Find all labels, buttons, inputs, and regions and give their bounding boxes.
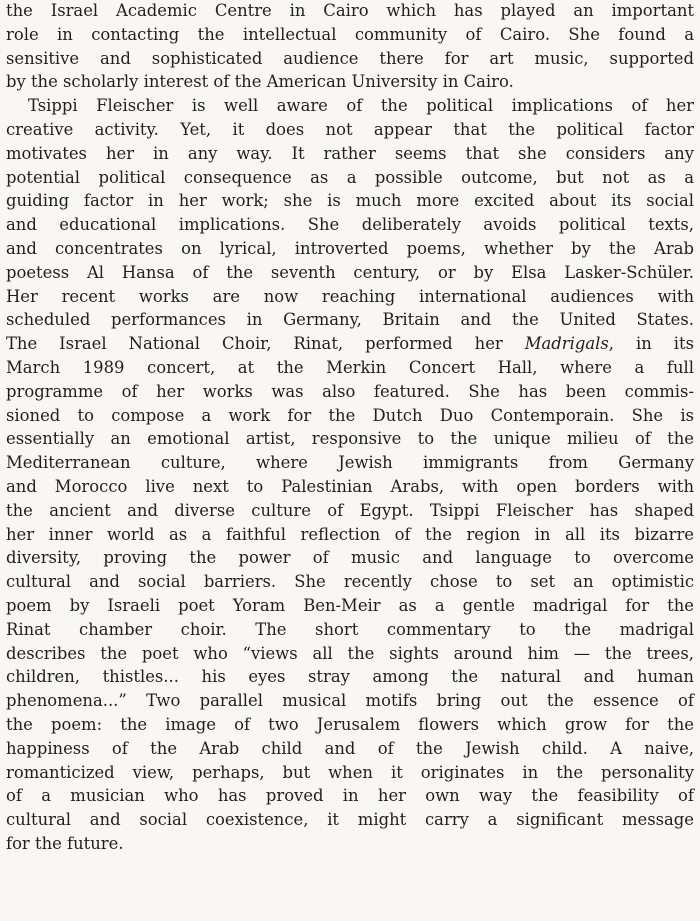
text-line: Rinat chamber choir. The short commentary to the madrigal bbox=[6, 619, 694, 639]
text-line: romanticized view, perhaps, but when it originates in the personality bbox=[6, 762, 694, 782]
text-line: scheduled performances in Germany, Britain and the United States. bbox=[6, 310, 694, 330]
work-title-madrigals: Madrigals bbox=[524, 334, 609, 354]
text-line: her inner world as a faithful reflection of the region in all its bizarre bbox=[6, 524, 694, 544]
text-line: Tsippi Fleischer is well aware of the political implications of her bbox=[28, 96, 694, 116]
text-line: children, thistles... his eyes stray among the natural and human bbox=[6, 667, 694, 687]
text-line: poem by Israeli poet Yoram Ben-Meir as a gentle madrigal for the bbox=[6, 595, 694, 615]
text-line: for the future. bbox=[6, 833, 124, 853]
text-line: essentially an emotional artist, responsive to the unique milieu of the bbox=[6, 429, 694, 449]
text-line: role in contacting the intellectual community of Cairo. She found a bbox=[6, 24, 694, 44]
text-line: cultural and social barriers. She recently chose to set an optimistic bbox=[6, 572, 694, 592]
text-line: the poem: the image of two Jerusalem flowers which grow for the bbox=[6, 714, 694, 734]
text-line: potential political consequence as a possible outcome, but not as a bbox=[6, 167, 694, 187]
text-line: by the scholarly interest of the American University in Cairo. bbox=[6, 72, 514, 92]
text-line: sioned to compose a work for the Dutch Duo Contemporain. She is bbox=[6, 405, 694, 425]
text-line: Mediterranean culture, where Jewish immigrants from Germany bbox=[6, 453, 694, 473]
text-line: diversity, proving the power of music and language to overcome bbox=[6, 548, 694, 568]
text-line: guiding factor in her work; she is much more excited about its social bbox=[6, 191, 694, 211]
text-line: creative activity. Yet, it does not appear that the political factor bbox=[6, 119, 694, 139]
text-line: describes the poet who “views all the sights around him — the trees, bbox=[6, 643, 694, 663]
text-line: Her recent works are now reaching international audiences with bbox=[6, 286, 694, 306]
text-line: programme of her works was also featured. She has been commis- bbox=[6, 381, 694, 401]
text-line: cultural and social coexistence, it might carry a significant message bbox=[6, 810, 694, 830]
text-line: poetess Al Hansa of the seventh century, or by Elsa Lasker-Schüler. bbox=[6, 262, 694, 282]
text-segment: , in its bbox=[608, 334, 694, 354]
text-segment: The Israel National Choir, Rinat, performed her bbox=[6, 334, 525, 354]
text-line-madrigals bbox=[6, 332, 694, 356]
text-line: and educational implications. She deliberately avoids political texts, bbox=[6, 215, 694, 235]
text-line: motivates her in any way. It rather seems that she considers any bbox=[6, 143, 694, 163]
text-line: of a musician who has proved in her own way the feasibility of bbox=[6, 786, 694, 806]
text-line: and Morocco live next to Palestinian Arabs, with open borders with bbox=[6, 476, 694, 496]
text-line: the ancient and diverse culture of Egypt. Tsippi Fleischer has shaped bbox=[6, 500, 694, 520]
body-text bbox=[6, 0, 694, 856]
text-line: phenomena...” Two parallel musical motifs bring out the essence of bbox=[6, 691, 694, 711]
text-line: and concentrates on lyrical, introverted poems, whether by the Arab bbox=[6, 238, 694, 258]
text-line: March 1989 concert, at the Merkin Concert Hall, where a full bbox=[6, 357, 694, 377]
text-line: happiness of the Arab child and of the Jewish child. A naive, bbox=[6, 738, 694, 758]
text-line: sensitive and sophisticated audience there for art music, supported bbox=[6, 48, 694, 68]
text-line: the Israel Academic Centre in Cairo which has played an important bbox=[6, 1, 694, 20]
